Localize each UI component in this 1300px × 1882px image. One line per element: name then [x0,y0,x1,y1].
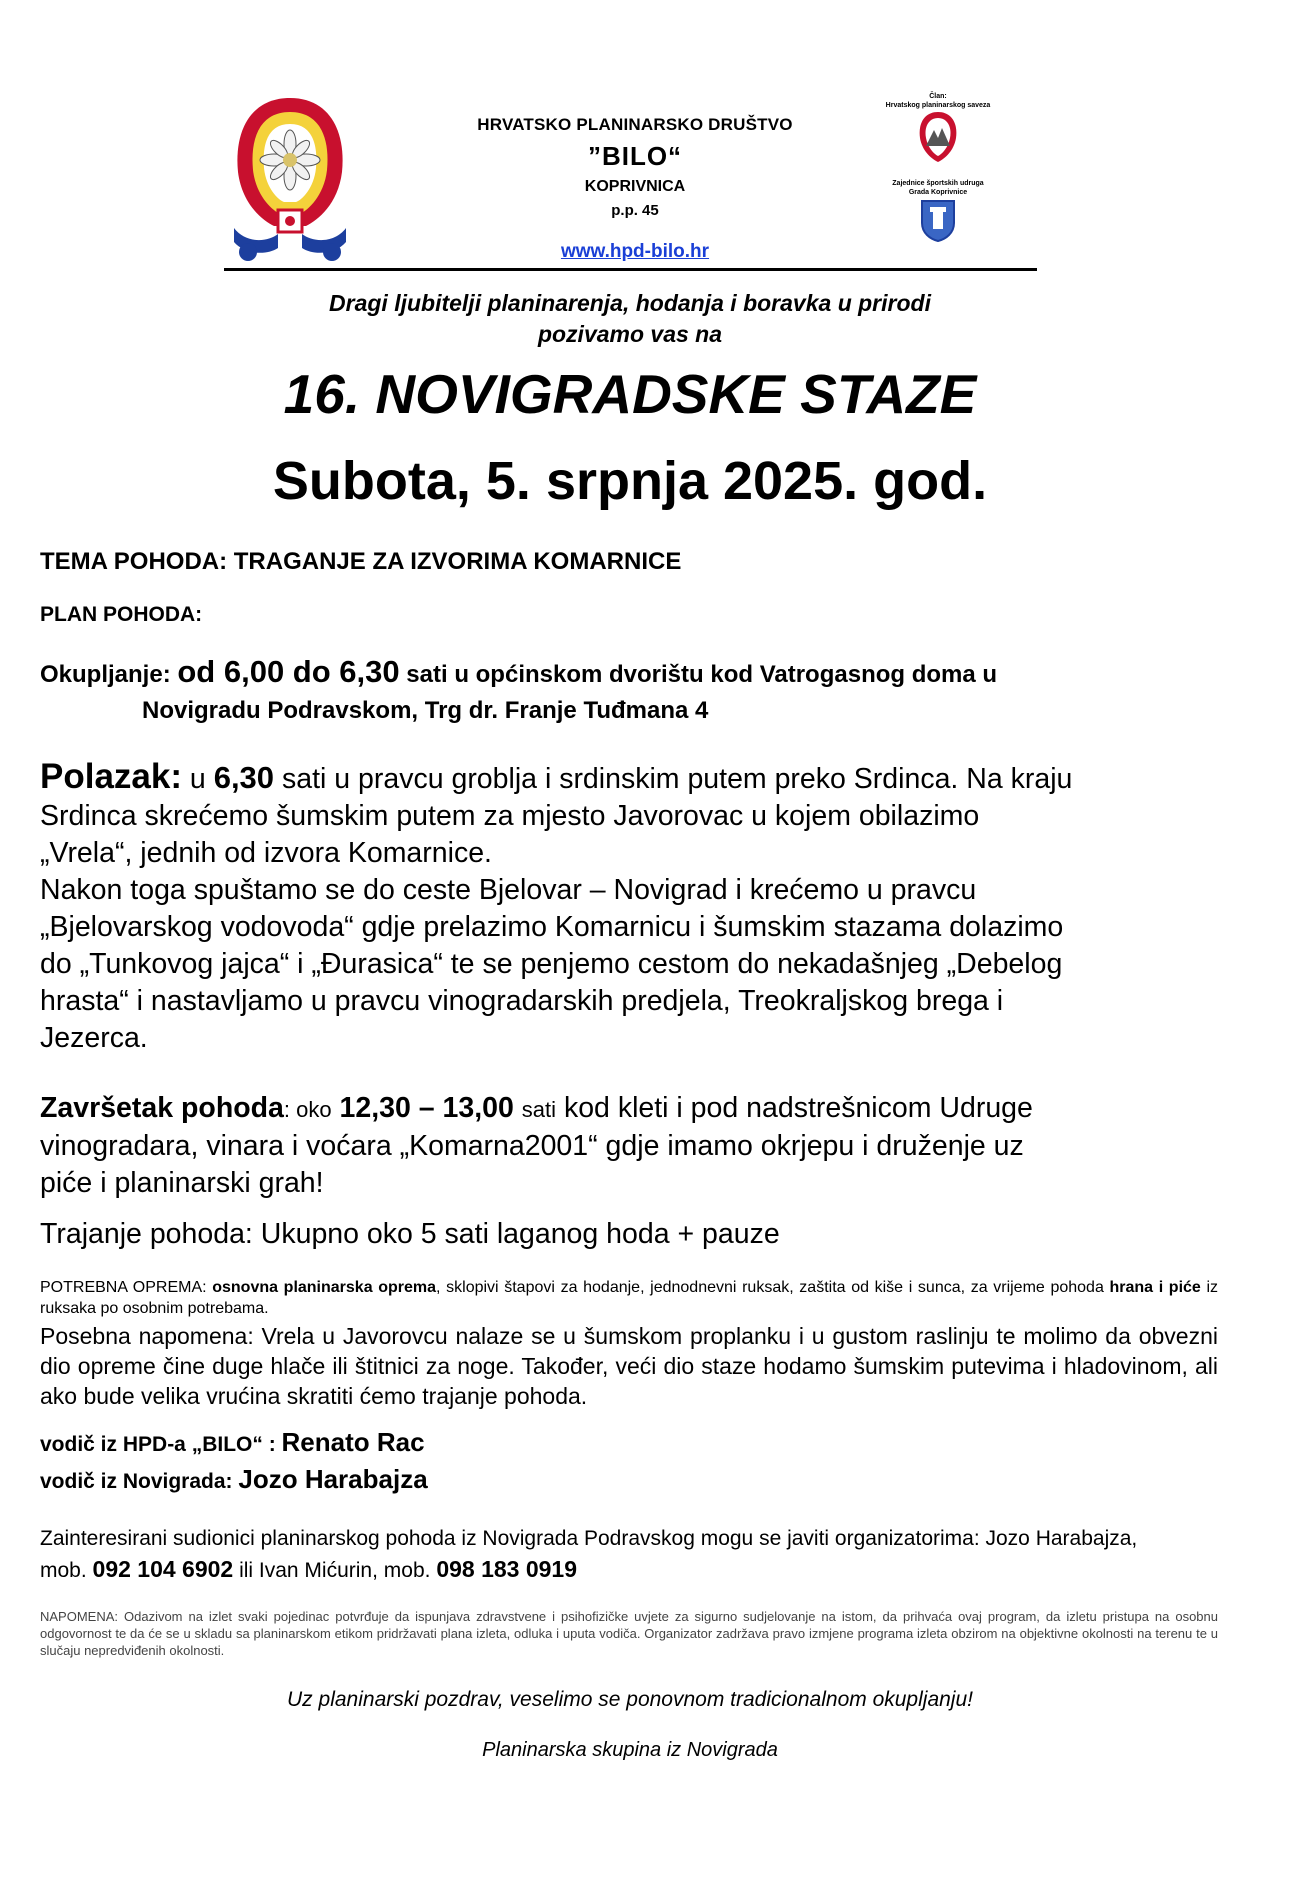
disclaimer: NAPOMENA: Odazivom na izlet svaki pojedinac potvrđuje da ispunjava zdravstvene i psihofizičke uvjete za sigurno sudjelovanje na istom, da prihvaća ovaj program, da izletu pristupa na osobnu odgovornost te da će se u skladu sa planinarskom etikom pridržavati plana izleta, odluka i uputa vodiča. Organizator zadržava pravo izmjene programa izleta obzirom na objektivne okolnosti na terenu te u slučaju nepredviđenih okolnosti. [40,1609,1218,1658]
gathering-section [40,654,1260,729]
hps-badge-icon [916,110,960,166]
departure-pre: u [189,763,206,795]
hike-duration: Trajanje pohoda: Ukupno oko 5 sati laganog hoda + pauze [40,1218,780,1250]
gathering-label: Okupljanje: [40,661,171,688]
header-divider [224,268,1037,271]
header-organization [400,115,870,262]
contact-phone-2: 098 183 0919 [436,1556,578,1582]
hpd-bilo-logo [228,92,352,268]
contact-phone-1: 092 104 6902 [92,1556,234,1582]
equipment-note [40,1277,1218,1319]
equipment-bold-2: hrana i piće [1109,1279,1201,1296]
end-section [40,1090,1265,1202]
departure-text-4: Nakon toga spuštamo se do ceste Bjelovar – Novigrad i krećemo u pravcu [40,874,977,906]
equipment-bold-1: osnovna planinarska oprema [212,1279,437,1296]
departure-text-6: do „Tunkovog jajca“ i „Đurasica“ te se penjemo cestom do nekadašnjeg „Debelog [40,948,1063,980]
end-text-2: vinogradara, vinara i voćara „Komarna2001“ gdje imamo okrjepu i druženje uz [40,1130,1024,1162]
koprivnica-coat-of-arms-icon [918,197,958,243]
departure-text-2: Srdinca skrećemo šumskim putem za mjesto Javorovac u kojem obilazimo [40,800,980,832]
contact-section [40,1523,1230,1586]
badge-bottom-caption-2: Grada Koprivnice [908,189,968,196]
guides-section [40,1425,428,1499]
contact-text: Zainteresirani sudionici planinarskog pohoda iz Novigrada Podravskog mogu se javiti organizatorima: Jozo Harabajza, [40,1527,1138,1550]
gathering-text-2: Novigradu Podravskom, Trg dr. Franje Tuđmana 4 [142,697,709,724]
contact-mob-label: mob. [40,1559,87,1582]
contact-mid: ili Ivan Mićurin, mob. [239,1559,431,1582]
intro-line-1: Dragi ljubitelji planinarenja, hodanja i boravka u prirodi [329,290,931,316]
badge-top-caption-1: Član: [929,93,947,100]
end-sati: sati [521,1097,557,1122]
plan-label: PLAN POHODA: [40,603,203,626]
website-link[interactable]: www.hpd-bilo.hr [560,241,710,262]
greeting: Uz planinarski pozdrav, veselimo se ponovnom tradicionalnom okupljanju! [287,1688,973,1711]
membership-badges [868,92,1008,272]
gathering-time: od 6,00 do 6,30 [177,654,400,689]
equipment-text-2: iz ruksaka po osobnim potrebama. [40,1279,1219,1317]
event-title: 16. NOVIGRADSKE STAZE [283,363,977,425]
departure-text-8: Jezerca. [40,1022,148,1054]
guide-1-name: Renato Rac [281,1427,425,1457]
end-label: Završetak pohoda [40,1092,284,1124]
departure-text-5: „Bjelovarskog vodovoda“ gdje prelazimo Komarnicu i šumskim stazama dolazimo [40,911,1064,943]
end-text-1: kod kleti i pod nadstrešnicom Udruge [556,1092,1033,1124]
intro-line-2: pozivamo vas na [537,321,723,347]
departure-text-7: hrasta“ i nastavljamo u pravcu vinogradarskih predjela, Treokraljskog brega i [40,985,1004,1017]
intro-text [180,288,1080,350]
po-box: p.p. 45 [611,202,659,219]
end-time: 12,30 – 13,00 [339,1092,514,1124]
club-name: ”BILO“ [587,141,683,171]
club-city: KOPRIVNICA [584,178,686,195]
guide-2-label: vodič iz Novigrada [40,1470,226,1493]
equipment-label: POTREBNA OPREMA: [40,1279,207,1296]
guide-1-separator: : [262,1433,282,1456]
guide-2-name: Jozo Harabajza [238,1464,428,1494]
end-text-3: piće i planinarski grah! [40,1167,324,1199]
departure-label: Polazak: [40,757,182,796]
badge-bottom-caption-1: Zajednice športskih udruga [892,180,984,187]
departure-section [40,758,1265,1057]
special-note: Posebna napomena: Vrela u Javorovcu nalaze se u šumskom proplanku i u gustom raslinju te molimo da obvezni dio opreme čine duge hlače ili štitnici za noge. Također, veći dio staze hodamo šumskim putevima i hladovinom, ali ako bude velika vrućina skratiti ćemo trajanje pohoda. [40,1323,1218,1409]
end-pre: : oko [283,1097,332,1122]
gathering-text-1: sati u općinskom dvorištu kod Vatrogasnog doma u [406,661,998,688]
guide-1-label: vodič iz HPD-a „BILO“ [40,1433,263,1456]
equipment-text-1: , sklopivi štapovi za hodanje, jednodnevni ruksak, zaštita od kiše i sunca, za vrijeme pohoda [436,1279,1104,1296]
departure-text-3: „Vrela“, jednih od izvora Komarnice. [40,837,492,869]
organization-type: HRVATSKO PLANINARSKO DRUŠTVO [477,115,793,134]
badge-top-caption-2: Hrvatskog planinarskog saveza [885,102,991,109]
guide-2-separator: : [225,1470,239,1493]
departure-time: 6,30 [213,760,275,795]
signature: Planinarska skupina iz Novigrada [482,1739,778,1761]
hike-theme: TEMA POHODA: TRAGANJE ZA IZVORIMA KOMARNICE [40,548,682,575]
event-date: Subota, 5. srpnja 2025. god. [272,451,988,511]
departure-text-1: sati u pravcu groblja i srdinskim putem preko Srdinca. Na kraju [281,763,1073,795]
